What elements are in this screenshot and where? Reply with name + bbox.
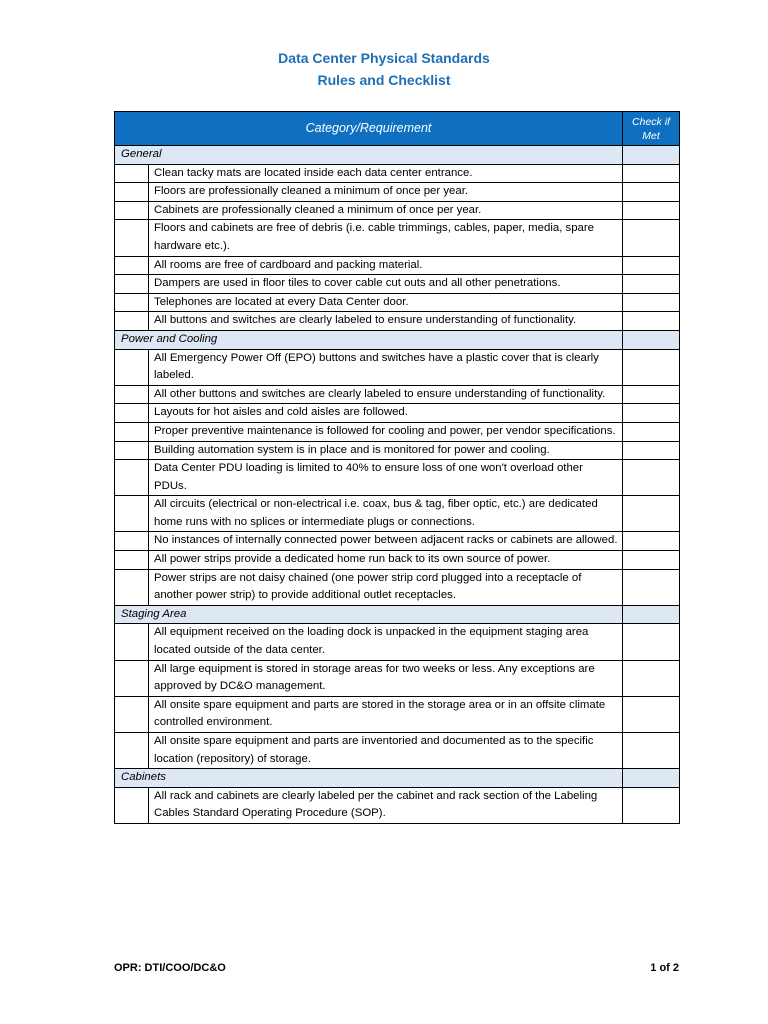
table-row (115, 660, 680, 696)
check-if-met-cell[interactable] (623, 422, 680, 441)
section-row (115, 769, 680, 788)
check-if-met-cell[interactable] (623, 312, 680, 331)
section-title: Staging Area (115, 605, 623, 624)
table-row (115, 624, 680, 660)
check-if-met-cell[interactable] (623, 496, 680, 532)
indent-cell (115, 385, 149, 404)
check-if-met-cell[interactable] (623, 660, 680, 696)
indent-cell (115, 164, 149, 183)
requirement-text: Telephones are located at every Data Center door. (149, 293, 623, 312)
section-check-cell (623, 769, 680, 788)
checklist-body (115, 146, 680, 824)
table-row (115, 551, 680, 570)
table-row (115, 569, 680, 605)
indent-cell (115, 551, 149, 570)
section-row (115, 605, 680, 624)
indent-cell (115, 293, 149, 312)
table-row (115, 293, 680, 312)
table-row (115, 532, 680, 551)
requirement-text: All buttons and switches are clearly labeled to ensure understanding of functionality. (149, 312, 623, 331)
requirement-text: Floors and cabinets are free of debris (i.e. cable trimmings, cables, paper, media, spare hardware etc.). (149, 220, 623, 256)
check-if-met-cell[interactable] (623, 696, 680, 732)
section-title: Cabinets (115, 769, 623, 788)
requirement-text: Data Center PDU loading is limited to 40% to ensure loss of one won't overload other PDUs. (149, 460, 623, 496)
check-if-met-cell[interactable] (623, 733, 680, 769)
requirement-text: Clean tacky mats are located inside each data center entrance. (149, 164, 623, 183)
indent-cell (115, 404, 149, 423)
requirement-text: Cabinets are professionally cleaned a minimum of once per year. (149, 201, 623, 220)
check-if-met-cell[interactable] (623, 275, 680, 294)
requirement-text: Dampers are used in floor tiles to cover cable cut outs and all other penetrations. (149, 275, 623, 294)
section-check-cell (623, 146, 680, 165)
indent-cell (115, 183, 149, 202)
table-row (115, 422, 680, 441)
check-if-met-cell[interactable] (623, 349, 680, 385)
section-title: General (115, 146, 623, 165)
requirement-text: All rooms are free of cardboard and packing material. (149, 256, 623, 275)
table-row (115, 385, 680, 404)
table-row (115, 696, 680, 732)
table-row (115, 496, 680, 532)
section-row (115, 330, 680, 349)
requirement-text: Layouts for hot aisles and cold aisles are followed. (149, 404, 623, 423)
indent-cell (115, 660, 149, 696)
section-check-cell (623, 605, 680, 624)
table-row (115, 404, 680, 423)
check-if-met-cell[interactable] (623, 385, 680, 404)
section-row (115, 146, 680, 165)
check-if-met-cell[interactable] (623, 569, 680, 605)
checklist-table (114, 111, 680, 824)
indent-cell (115, 696, 149, 732)
table-row (115, 183, 680, 202)
check-if-met-cell[interactable] (623, 551, 680, 570)
requirement-text: All Emergency Power Off (EPO) buttons and switches have a plastic cover that is clearly labeled. (149, 349, 623, 385)
table-row (115, 220, 680, 256)
requirement-text: Building automation system is in place and is monitored for power and cooling. (149, 441, 623, 460)
check-if-met-cell[interactable] (623, 460, 680, 496)
requirement-text: All power strips provide a dedicated home run back to its own source of power. (149, 551, 623, 570)
requirement-text: Power strips are not daisy chained (one power strip cord plugged into a receptacle of another power strip) to provide additional outlet receptacles. (149, 569, 623, 605)
section-title: Power and Cooling (115, 330, 623, 349)
indent-cell (115, 460, 149, 496)
check-if-met-cell[interactable] (623, 532, 680, 551)
table-row (115, 733, 680, 769)
table-row (115, 460, 680, 496)
section-check-cell (623, 330, 680, 349)
indent-cell (115, 441, 149, 460)
footer-page-number: 1 of 2 (650, 962, 679, 974)
check-if-met-cell[interactable] (623, 220, 680, 256)
requirement-text: All other buttons and switches are clearly labeled to ensure understanding of functionality. (149, 385, 623, 404)
indent-cell (115, 220, 149, 256)
header-category-requirement: Category/Requirement (115, 112, 623, 146)
check-if-met-cell[interactable] (623, 404, 680, 423)
indent-cell (115, 201, 149, 220)
table-header-row (115, 112, 680, 146)
indent-cell (115, 349, 149, 385)
table-row (115, 201, 680, 220)
requirement-text: All large equipment is stored in storage areas for two weeks or less. Any exceptions are approved by DC&O management. (149, 660, 623, 696)
indent-cell (115, 256, 149, 275)
indent-cell (115, 569, 149, 605)
check-if-met-cell[interactable] (623, 201, 680, 220)
requirement-text: All rack and cabinets are clearly labeled per the cabinet and rack section of the Labeling Cables Standard Operating Procedure (SOP). (149, 787, 623, 823)
indent-cell (115, 312, 149, 331)
check-if-met-cell[interactable] (623, 624, 680, 660)
check-if-met-cell[interactable] (623, 787, 680, 823)
check-if-met-cell[interactable] (623, 183, 680, 202)
indent-cell (115, 422, 149, 441)
check-if-met-cell[interactable] (623, 441, 680, 460)
indent-cell (115, 496, 149, 532)
indent-cell (115, 624, 149, 660)
requirement-text: All equipment received on the loading dock is unpacked in the equipment staging area located outside of the data center. (149, 624, 623, 660)
table-row (115, 164, 680, 183)
document-subtitle: Rules and Checklist (317, 72, 451, 88)
header-check-if-met: Check if Met (623, 112, 680, 146)
table-row (115, 787, 680, 823)
document-title: Data Center Physical Standards (278, 50, 490, 66)
table-row (115, 349, 680, 385)
footer-opr: OPR: DTI/COO/DC&O (114, 962, 226, 974)
requirement-text: All onsite spare equipment and parts are stored in the storage area or in an offsite climate controlled environment. (149, 696, 623, 732)
table-row (115, 256, 680, 275)
check-if-met-cell[interactable] (623, 164, 680, 183)
check-if-met-cell[interactable] (623, 293, 680, 312)
requirement-text: All circuits (electrical or non-electrical i.e. coax, bus & tag, fiber optic, etc.) are dedicated home runs with no splices or intermediate plugs or connections. (149, 496, 623, 532)
requirement-text: Proper preventive maintenance is followed for cooling and power, per vendor specifications. (149, 422, 623, 441)
requirement-text: No instances of internally connected power between adjacent racks or cabinets are allowed. (149, 532, 623, 551)
requirement-text: Floors are professionally cleaned a minimum of once per year. (149, 183, 623, 202)
check-if-met-cell[interactable] (623, 256, 680, 275)
table-row (115, 312, 680, 331)
requirement-text: All onsite spare equipment and parts are inventoried and documented as to the specific location (repository) of storage. (149, 733, 623, 769)
indent-cell (115, 733, 149, 769)
indent-cell (115, 787, 149, 823)
table-row (115, 275, 680, 294)
indent-cell (115, 532, 149, 551)
table-row (115, 441, 680, 460)
indent-cell (115, 275, 149, 294)
